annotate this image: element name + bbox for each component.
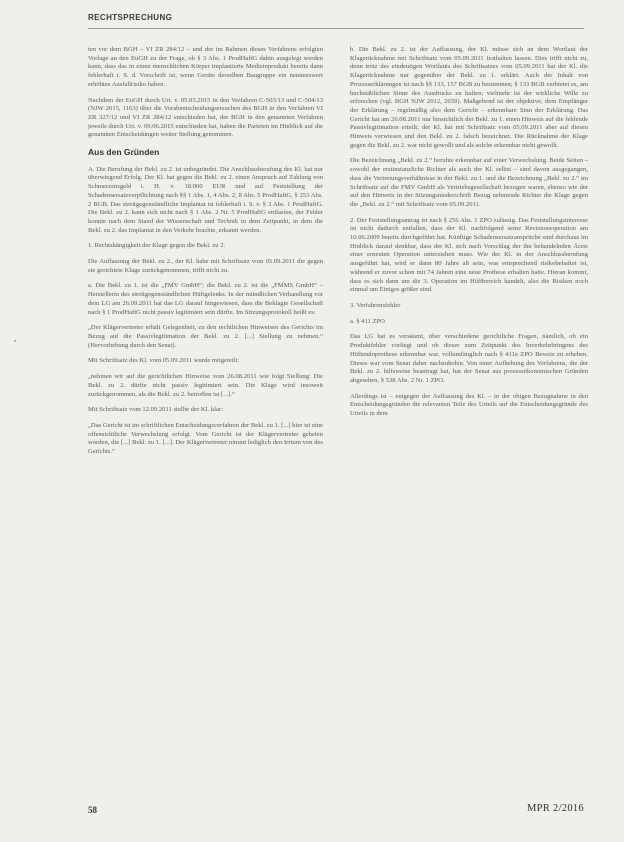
paragraph: 3. Verfahrensfehler bbox=[350, 301, 401, 309]
paragraph: a. Die Bekl. zu 1. ist die „FMV GmbH“; die Bekl. zu 2. ist die „FMMS GmbH“ – Herstellerin des streitgegenständlichen Hüftgelenks. In der mündlichen Verhandlung vor dem LG am 26.09.2011 hat das LG darauf hingewiesen, dass die Beklagte Gesellschaft nach § 1 ProdHaftG nicht passiv legitimiert sein dürfte. Im Sitzungsprotokoll heißt es: bbox=[88, 282, 323, 316]
paragraph: Mit Schriftsatz vom 12.09.2011 stellte der Kl. klar: bbox=[88, 406, 223, 414]
journal-issue: MPR 2/2016 bbox=[527, 803, 584, 814]
paragraph: 1. Rechtshängigkeit der Klage gegen die Bekl. zu 2. bbox=[88, 242, 226, 250]
margin-mark bbox=[14, 340, 16, 342]
section-header: RECHTSPRECHUNG bbox=[88, 13, 173, 22]
paragraph: Die Bezeichnung „Bekl. zu 2.“ beruhte erkennbar auf einer Verwechslung. Beide Seiten – sowohl der erstinstanzliche Richter als auch der Kl. selbst – sind davon ausgegangen, dass die Vertretungsverhältnisse in der Bekl. zu 1. und die Bezeichnung „Bekl. zu 2.“ im Schriftsatz auf die FMV GmbH als Vertriebsgesellschaft bezogen waren, ebenso wie der auf den Hinweis in der Sitzungsniederschrift Bezug nehmende Richter die Klage gegen die „Bekl. zu 2.“ mit Schriftsatz vom 05.09.2011. bbox=[350, 157, 588, 208]
paragraph: ten vor dem BGH – VI ZR 284/12 – und der im Rahmen dieses Verfahrens erfolgten Vorlage an den EuGH zu der Frage, ob § 3 Abs. 1 ProdHaftG dahin ausgelegt werden kann, dass das in einen menschlichen Körper implantierte Medizinprodukt bereits dann fehlerhaft i. S. d. Vorschrift ist, wenn Geräte derselben Baugruppe ein nennenswert erhöhtes Ausfallrisiko haben. bbox=[88, 46, 323, 88]
paragraph: A. Die Berufung der Bekl. zu 2. ist unbegründet. Die Anschlussberufung des Kl. hat nur überwiegend Erfolg. Der Kl. hat gegen die Bekl. zu 2. einen Anspruch auf Zahlung von Schmerzensgeld i. H. v. 18.000 EUR und auf Feststellung der Schadensersatzverpflichtung nach §§ 1 Abs. 1, 4 Abs. 2, 8 Abs. 5 ProdHaftG, § 253 Abs. 2 BGB. Das streitgegenständliche Implantat ist fehlerhaft i. S. v. § 3 Abs. 1 ProdHaftG. Die Bekl. zu 2. kann sich nicht nach § 1 Abs. 2 Nr. 5 ProdHaftG entlasten, der Fehler konnte nach dem Stand der Wissenschaft und Technik in dem Zeitpunkt, in dem die Bekl. zu 2. das Implantat in den Verkehr brachte, erkannt werden. bbox=[88, 165, 323, 234]
paragraph: „nehmen wir auf die gerichtlichen Hinweise vom 26.08.2011 wie folgt Stellung: Die Bekl. zu 2. dürfte nicht passiv legitimiert sein. Die Klage wird insoweit zurückgenommen, als die Bekl. zu 2. betroffen ist [...].“ bbox=[88, 373, 323, 398]
paragraph: Die Auffassung der Bekl. zu 2., der Kl. habe mit Schriftsatz vom 05.09.2011 die gegen sie gerichtete Klage zurückgenommen, trifft nicht zu. bbox=[88, 258, 323, 274]
page-number: 58 bbox=[88, 805, 97, 815]
right-column bbox=[350, 46, 588, 426]
paragraph: Mit Schriftsatz des Kl. vom 05.09.2011 wurde mitgeteilt: bbox=[88, 357, 240, 365]
paragraph: Nachdem der EuGH durch Urt. v. 05.03.2015 in den Verfahren C-503/13 und C-504/13 (NJW 2015, 1163) über die Vorabentscheidungsersuchen des BGH in den Verfahren VI ZR 327/12 und VI ZR 284/12 entschieden hat, der BGH in den genannten Verfahren jeweils durch Urt. v. 09.06.2015 entschieden hat, haben die Parteien im Hinblick auf die genannten Entscheidungen weiter Stellung genommen. bbox=[88, 96, 323, 139]
paragraph: Allerdings ist – entgegen der Auffassung des Kl. – in der obigen Bezugnahme in den Entscheidungsgründen die relevanten Teile des Urteils auf die Entscheidungsgründe des Urteils in dem bbox=[350, 392, 588, 418]
paragraph: b. Die Bekl. zu 2. ist der Auffassung, der Kl. müsse sich an dem Wortlaut der Klagerücknahme mit Schriftsatz vom 05.09.2011 festhalten lassen. Dies trifft nicht zu, denn trotz des eindeutigen Wortlauts des Schriftsatzes vom 05.09.2011 hat der Kl. die Klagerücknahme nur gegenüber der Bekl. zu 1. erklärt. Auch der Inhalt von Prozesserklärungen ist nach §§ 133, 157 BGB zu bestimmen; § 133 BGB verbietet es, am buchstäblichen Sinne des Ausdrucks zu haften; vielmehr ist der wirkliche Wille zu erforschen (vgl. BGH NJW 2012, 2659). Maßgebend ist der objektive, dem Empfänger der Erklärung – regelmäßig also dem Gericht – erkennbare Sinn der Erklärung. Das Gericht hat am 26.08.2011 nur hinsichtlich der Bekl. zu 1. einen Hinweis auf die fehlende Passivlegitimation erteilt; der Kl. hat mit Schriftsatz vom 05.09.2011 aber auf diesen Hinweis verwiesen und den Bekl. zu 2. falsch bezeichnet. Die Rücknahme der Klage gegen die Bekl. zu 2. war nicht gewollt und als solche erkennbar nicht gewollt. bbox=[350, 46, 588, 149]
paragraph: „Der Klägervertreter erhält Gelegenheit, zu den rechtlichen Hinweisen des Gerichts im Bezug auf die Passivlegitimation der Bekl. zu 2. [...] Stellung zu nehmen.“ (Hervorhebung durch den Senat). bbox=[88, 324, 323, 349]
paragraph: „Das Gericht ist im schriftlichen Entscheidungsverfahren der Bekl. zu 1. [...] hier ist eine offensichtliche Verwechslung erfolgt. Vom Gericht ist der Klägervertreter gebeten worden, die [...] Bekl. zu 1. [...]. Der Klägervertreter nimmt lediglich den Irrtum von des Gerichts.“ bbox=[88, 421, 323, 456]
paragraph: Das LG hat es versäumt, über verschiedene gerichtliche Fragen, nämlich, ob ein Produktfehler vorliegt und ob dieser zum Zeitpunkt des Inverkehrbringens des Hüftendoprothese erkennbar war, vollumfänglich nach § 411a ZPO Beweis zu erheben. Dieses war vom Senat daher nachzuholen. Von einer Aufhebung des Verfahrens, die der Bekl. zu 2. hilfsweise beantragt hat, hat der Senat aus prozessökonomischen Gründen abgesehen, § 538 Abs. 2 Nr. 1 ZPO. bbox=[350, 333, 588, 384]
header-rule bbox=[88, 28, 584, 29]
paragraph: 2. Der Feststellungsantrag ist nach § 256 Abs. 1 ZPO zulässig. Das Feststellungsinteresse ist nicht dadurch entfallen, dass der Kl. nachfolgend seine Revisionsoperation am 10.06.2009 bereits durchgeführt hat. Künftige Schadensersatzansprüche sind durchaus im Hinblick darauf denkbar, dass der Kl. sich nach Vorschlag der ihn behandelnden Ärzte einer erneuten Operation unterziehen muss. Wie der Kl. in der Anschlussberufung ausgeführt hat, wird er dann 80 Jahre alt sein, was entsprechend risikobehaftet ist, während er zuvor schon mit 74 Jahren eine neue Prothese erhalten hatte. Hieran kommt, dass es sich dann um die 3. Operation im Hüftbereich handelt, also die Risiken noch einmal um Einiges größer sind. bbox=[350, 216, 588, 294]
left-column bbox=[88, 46, 323, 464]
paragraph: a. § 411 ZPO bbox=[350, 317, 385, 325]
section-heading: Aus den Gründen bbox=[88, 147, 160, 158]
